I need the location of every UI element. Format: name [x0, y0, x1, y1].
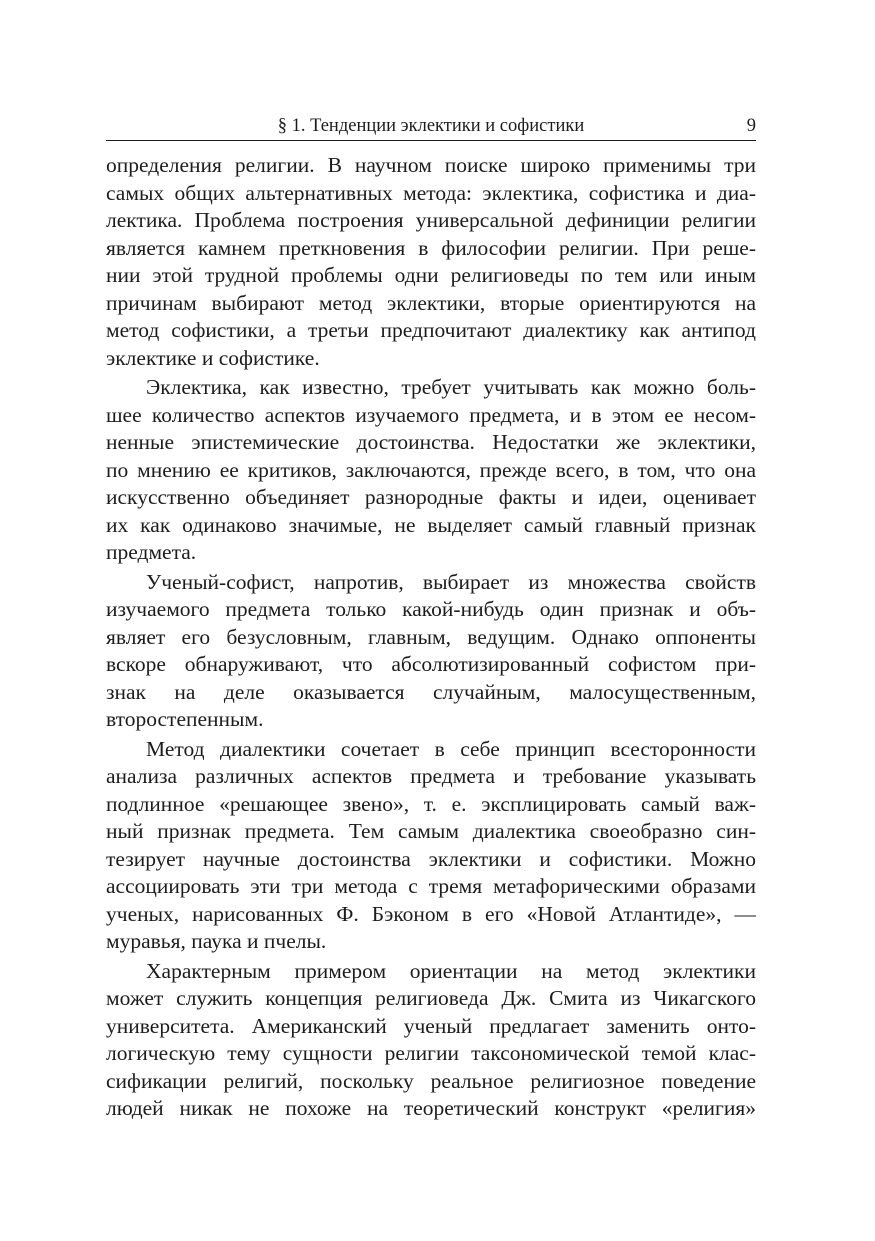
text-line: университета. Американский ученый предлагает заменить онто-	[106, 1013, 756, 1038]
text-line: являет его безусловным, главным, ведущим. Однако оппоненты	[106, 624, 756, 649]
text-line: причинам выбирают метод эклектики, вторые ориентируются на	[106, 290, 756, 315]
text-line: анализа различных аспектов предмета и требование указывать	[106, 764, 756, 788]
text-line: является камнем преткновения в философии религии. При реше-	[106, 235, 756, 260]
text-line: самых общих альтернативных метода: эклектика, софистика и диа-	[106, 180, 756, 205]
paragraph-1	[106, 152, 756, 372]
running-title: § 1. Тенденции эклектики и софистики	[277, 116, 585, 136]
text-line: Метод диалектики сочетает в себе принцип всесторонности	[146, 736, 756, 761]
text-line: шее количество аспектов изучаемого предмета, и в этом ее несом-	[106, 402, 756, 427]
text-line: Эклектика, как известно, требует учитывать как можно боль-	[146, 375, 756, 399]
text-line: ный признак предмета. Тем самым диалектика своеобразно син-	[106, 819, 756, 843]
paragraph-5	[106, 958, 756, 1123]
text-line: искусственно объединяет разнородные факты и идеи, оценивает	[106, 485, 756, 509]
text-line: эклектике и софистике.	[106, 345, 320, 370]
text-line: может служить концепция религиоведа Дж. Смита из Чикагского	[106, 986, 756, 1010]
body-text	[106, 152, 756, 1123]
text-line: логическую тему сущности религии таксономической темой клас-	[106, 1041, 756, 1065]
text-line: знак на деле оказывается случайным, малосущественным,	[106, 679, 756, 704]
text-line: определения религии. В научном поиске широко применимы три	[106, 153, 756, 177]
text-line: ассоциировать эти три метода с тремя метафорическими образами	[106, 874, 756, 898]
text-line: второстепенным.	[106, 707, 264, 731]
text-line: тезирует научные достоинства эклектики и софистики. Можно	[106, 846, 756, 871]
text-line: ученых, нарисованных Ф. Бэконом в его «Новой Атлантиде», —	[106, 901, 756, 926]
text-line: предмета.	[106, 540, 197, 564]
text-line: изучаемого предмета только какой-нибудь один признак и объ-	[106, 597, 756, 621]
text-line: подлинное «решающее звено», т. е. эксплицировать самый важ-	[106, 791, 756, 816]
page-number: 9	[746, 116, 756, 136]
text-line: Характерным примером ориентации на метод эклектики	[146, 958, 756, 983]
text-line: вскоре обнаруживают, что абсолютизированный софистом при-	[106, 652, 756, 676]
text-line: ненные эпистемические достоинства. Недостатки же эклектики,	[106, 430, 756, 454]
text-line: лектика. Проблема построения универсальной дефиниции религии	[106, 208, 756, 232]
text-line: их как одинаково значимые, не выделяет самый главный признак	[106, 512, 756, 537]
text-line: нии этой трудной проблемы одни религиоведы по тем или иным	[106, 263, 756, 287]
paragraph-3	[106, 569, 756, 734]
text-line: муравья, паука и пчелы.	[106, 929, 327, 953]
paragraph-4	[106, 736, 756, 956]
text-line: сификации религий, поскольку реальное религиозное поведение	[106, 1068, 756, 1093]
paragraph-2	[106, 374, 756, 567]
text-line: метод софистики, а третьи предпочитают диалектику как антипод	[106, 318, 756, 342]
running-head	[106, 116, 756, 141]
text-line: людей никак не похоже на теоретический конструкт «религия»	[106, 1096, 756, 1120]
text-line: по мнению ее критиков, заключаются, прежде всего, в том, что она	[106, 457, 756, 482]
text-line: Ученый-софист, напротив, выбирает из множества свойств	[146, 569, 756, 594]
